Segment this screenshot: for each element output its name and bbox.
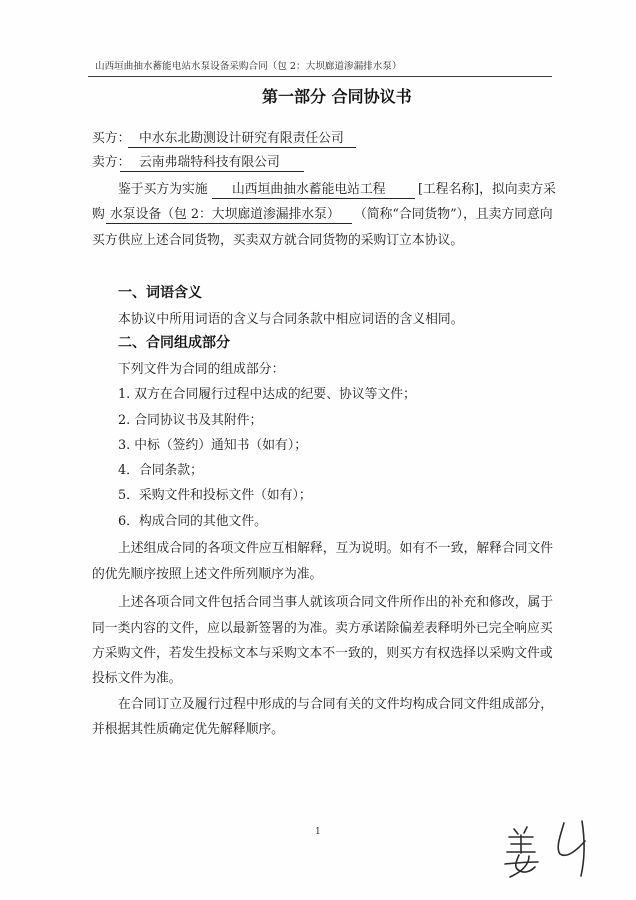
- paragraph-line: 并根据其性质确定优先解释顺序。: [92, 722, 284, 737]
- paragraph-line: 同一类内容的文件，应以最新签署的为准。卖方承诺除偏差表释明外已完全响应买: [92, 621, 553, 636]
- section-intro: 下列文件为合同的组成部分：: [118, 362, 285, 377]
- paragraph-line: 方采购文件，若发生投标文本与采购文本不一致的，则买方有权选择以采购文件或: [92, 646, 553, 661]
- list-item: 6．构成合同的其他文件。: [118, 514, 267, 529]
- paragraph-line: 上述组成合同的各项文件应互相解释，互为说明。如有不一致，解释合同文件: [118, 541, 554, 556]
- seller-name: 云南弗瑞特科技有限公司: [120, 154, 304, 172]
- recital-line-3: 买方供应上述合同货物，买卖双方就合同货物的采购订立本协议。: [92, 233, 464, 248]
- paragraph-line: 投标文件为准。: [92, 671, 182, 686]
- header-rule: [88, 76, 552, 77]
- goods-name: 水泵设备（包 2：大坝廊道渗漏排水泵）: [106, 206, 352, 224]
- list-item: 5．采购文件和投标文件（如有）；: [118, 488, 312, 503]
- recital-text: 购: [92, 207, 105, 222]
- project-name: 山西垣曲抽水蓄能电站工程: [212, 181, 415, 199]
- paragraph-line: 在合同订立及履行过程中形成的与合同有关的文件均构成合同文件组成部分，: [118, 697, 554, 712]
- list-item: 3. 中标（签约）通知书（如有）；: [118, 438, 308, 453]
- paragraph-line: 上述各项合同文件包括合同当事人就该项合同文件所作出的补充和修改，属于: [118, 595, 554, 610]
- section-heading-terms: 一、词语含义: [118, 285, 202, 301]
- section-text: 本协议中所用词语的含义与合同条款中相应词语的含义相同。: [118, 312, 464, 327]
- paragraph-line: 的优先顺序按照上述文件所列顺序为准。: [92, 567, 323, 582]
- section-heading-components: 二、合同组成部分: [118, 335, 230, 351]
- page-number: 1: [315, 827, 321, 837]
- seller-label: 卖方：: [92, 155, 131, 170]
- handwritten-signature: [500, 815, 610, 880]
- page-title: 第一部分 合同协议书: [262, 87, 412, 106]
- running-header: 山西垣曲抽水蓄能电站水泵设备采购合同（包 2：大坝廊道渗漏排水泵）: [95, 61, 402, 72]
- seller-line: [92, 154, 352, 172]
- list-item: 4．合同条款；: [118, 463, 203, 478]
- recital-line-2: [92, 206, 558, 224]
- recital-text: [工程名称]，拟向卖方采: [418, 182, 556, 197]
- recital-text: （简称“合同货物”），且卖方同意向: [354, 207, 553, 222]
- buyer-label: 买方：: [92, 131, 131, 146]
- recital-line-1: [118, 181, 558, 199]
- recital-text: 鉴于买方为实施: [118, 182, 208, 197]
- list-item: 2. 合同协议书及其附件；: [118, 413, 263, 428]
- buyer-line: [92, 130, 392, 148]
- list-item: 1. 双方在合同履行过程中达成的纪要、协议等文件；: [118, 387, 416, 402]
- buyer-name: 中水东北勘测设计研究有限责任公司: [128, 130, 356, 148]
